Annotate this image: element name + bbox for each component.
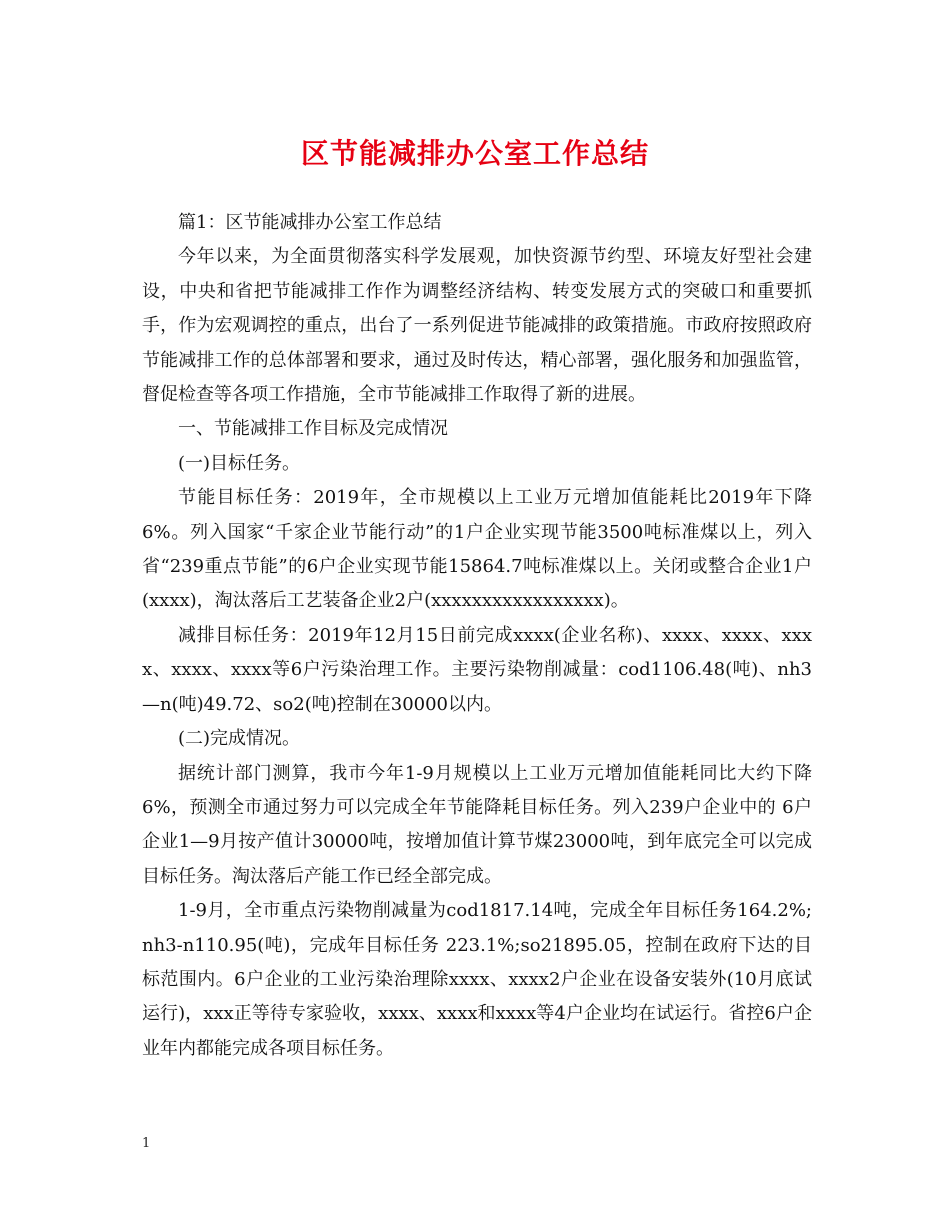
paragraph: 节能目标任务：2019年，全市规模以上工业万元增加值能耗比2019年下降6%。列入国家“千家企业节能行动”的1户企业实现节能3500吨标准煤以上，列入省“239重点节能”的6户企业实现节能15864.7吨标准煤以上。关闭或整合企业1户(xxxx)，淘汰落后工艺装备企业2户(xxxxxxxxxxxxxxxxx)。 [142,487,812,612]
paragraph: 今年以来，为全面贯彻落实科学发展观，加快资源节约型、环境友好型社会建设，中央和省把节能减排工作作为调整经济结构、转变发展方式的突破口和重要抓手，作为宏观调控的重点，出台了一系列促进节能减排的政策措施。市政府按照政府节能减排工作的总体部署和要求，通过及时传达，精心部署，强化服务和加强监管，督促检查等各项工作措施，全市节能减排工作取得了新的进展。 [142,246,812,406]
paragraph: 减排目标任务：2019年12月15日前完成xxxx(企业名称)、xxxx、xxxx、xxxx、xxxx、xxxx等6户污染治理工作。主要污染物削减量：cod1106.48(吨)、nh3—n(吨)49.72、so2(吨)控制在30000以内。 [142,624,812,715]
subsection-heading: (二)完成情况。 [178,728,301,750]
section-heading: 篇1：区节能减排办公室工作总结 [178,212,442,233]
subsection-heading: (一)目标任务。 [178,452,301,474]
page-number: 1 [142,1136,151,1151]
paragraph: 1-9月，全市重点污染物削减量为cod1817.14吨，完成全年目标任务164.2%;nh3-n110.95(吨)，完成年目标任务 223.1%;so21895.05，控制在政府下达的目标范围内。6户企业的工业污染治理除xxxx、xxxx2户企业在设备安装外(10月底试运行)，xxx正等待专家验收，xxxx、xxxx和xxxx等4户企业均在试运行。省控6户企业年内都能完成各项目标任务。 [142,900,812,1059]
section-heading: 一、节能减排工作目标及完成情况 [178,418,448,440]
document-body [142,206,812,1066]
document-title: 区节能减排办公室工作总结 [300,137,649,170]
paragraph: 据统计部门测算，我市今年1-9月规模以上工业万元增加值能耗同比大约下降6%，预测全市通过努力可以完成全年节能降耗目标任务。列入239户企业中的 6户企业1—9月按产值计30000吨，按增加值计算节煤23000吨，到年底完全可以完成目标任务。淘汰落后产能工作已经全部完成。 [142,762,812,887]
